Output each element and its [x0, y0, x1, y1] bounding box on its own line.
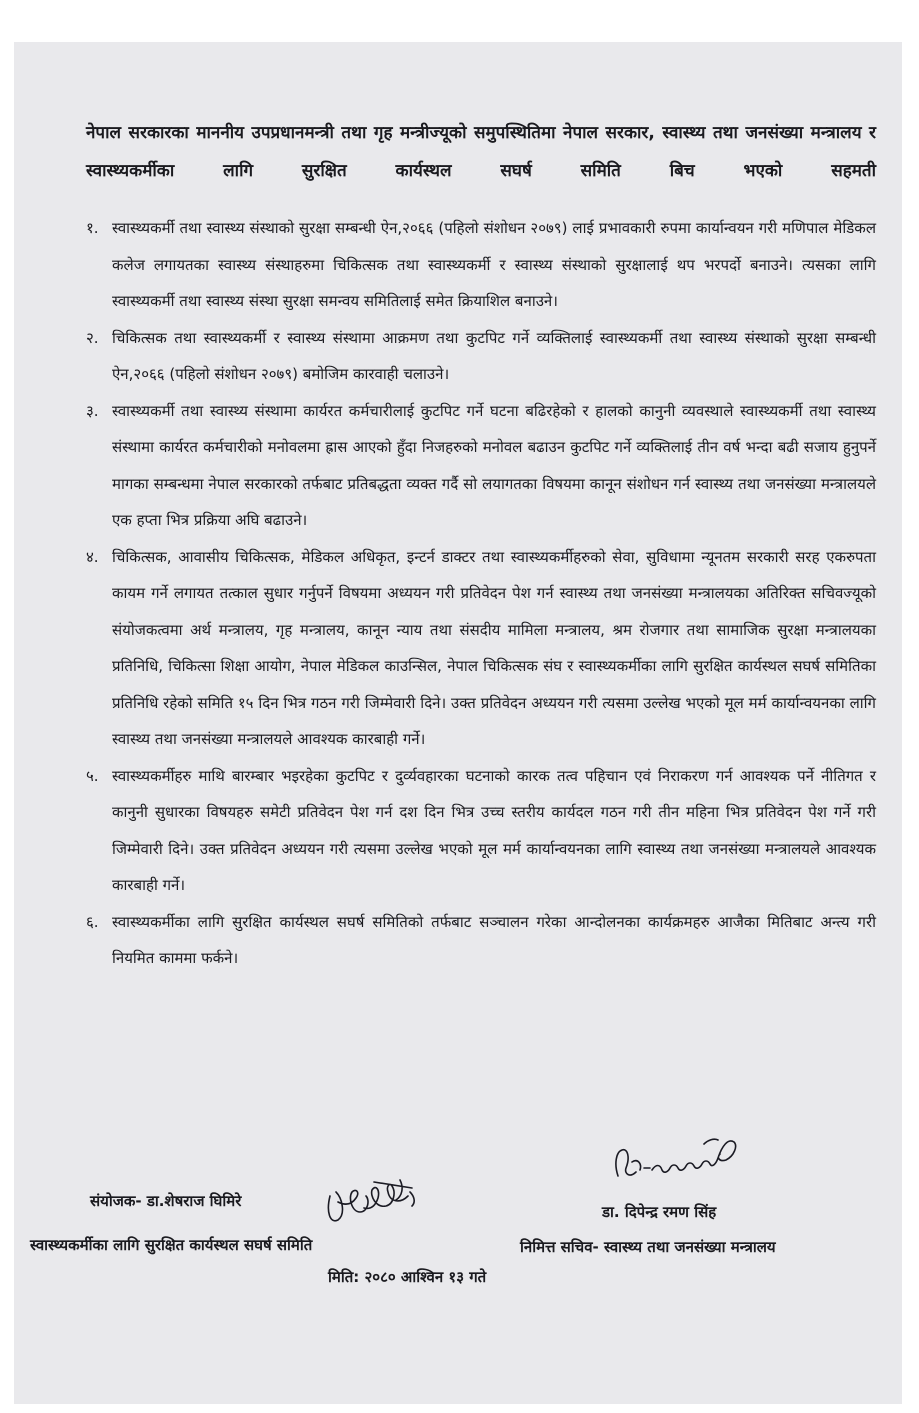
signatory-right-title: निमित्त सचिव- स्वास्थ्य तथा जनसंख्या मन्त्रालय: [520, 1238, 776, 1256]
point-number: ६.: [86, 912, 99, 931]
point-text: स्वास्थ्यकर्मी तथा स्वास्थ्य संस्थाको सुरक्षा सम्बन्धी ऐन,२०६६ (पहिलो संशोधन २०७९) लाई प्रभावकारी रुपमा कार्यान्वयन गरी मणिपाल मेडिकल कलेज लगायतका स्वास्थ्य संस्थाहरुमा चिकित्सक तथा स्वास्थ्यकर्मी र स्वास्थ्य संस्थाको सुरक्षालाई थप भरपर्दो बनाउने। त्यसका लागि स्वास्थ्यकर्मी तथा स्वास्थ्य संस्था सुरक्षा समन्वय समितिलाई समेत क्रियाशिल बनाउने।: [112, 219, 876, 310]
agreement-points-list: [86, 210, 876, 977]
point-number: १.: [86, 219, 99, 237]
point-text: स्वास्थ्यकर्मी तथा स्वास्थ्य संस्थामा कार्यरत कर्मचारीलाई कुटपिट गर्ने घटना बढिरहेको र हालको कानुनी व्यवस्थाले स्वास्थ्यकर्मी तथा स्वास्थ्य संस्थामा कार्यरत कर्मचारीको मनोवलमा ह्रास आएको हुँदा निजहरुको मनोवल बढाउन कुटपिट गर्ने व्यक्तिलाई तीन वर्ष भन्दा बढी सजाय हुनुपर्ने मागका सम्बन्धमा नेपाल सरकारको तर्फबाट प्रतिबद्धता व्यक्त गर्दै सो लयागतका विषयमा कानून संशोधन गर्न स्वास्थ्य तथा जनसंख्या मन्त्रालयले एक हप्ता भित्र प्रक्रिया अघि बढाउने।: [112, 401, 876, 529]
point-text: चिकित्सक, आवासीय चिकित्सक, मेडिकल अधिकृत, इन्टर्न डाक्टर तथा स्वास्थ्यकर्मीहरुको सेवा, सुविधामा न्यूनतम सरकारी सरह एकरुपता कायम गर्ने लगायत तत्काल सुधार गर्नुपर्ने विषयमा अध्ययन गरी प्रतिवेदन पेश गर्न स्वास्थ्य तथा जनसंख्या मन्त्रालयका अतिरिक्त सचिवज्यूको संयोजकत्वमा अर्थ मन्त्रालय, गृह मन्त्रालय, कानून न्याय तथा संसदीय मामिला मन्त्रालय, श्रम रोजगार तथा सामाजिक सुरक्षा मन्त्रालयका प्रतिनिधि, चिकित्सा शिक्षा आयोग, नेपाल मेडिकल काउन्सिल, नेपाल चिकित्सक संघ र स्वास्थ्यकर्मीका लागि सुरक्षित कार्यस्थल सघर्ष समितिका प्रतिनिधि रहेको समिति १५ दिन भित्र गठन गरी जिम्मेवारी दिने। उक्त प्रतिवेदन अध्ययन गरी त्यसमा उल्लेख भएको मूल मर्म कार्यान्वयनका लागि स्वास्थ्य तथा जनसंख्या मन्त्रालयले आवश्यक कारबाही गर्ने।: [112, 547, 876, 748]
agreement-date: मिति: २०८० आश्विन १३ गते: [328, 1268, 487, 1286]
agreement-point-3: [86, 393, 876, 539]
agreement-point-2: [86, 320, 876, 393]
signatory-right-name: डा. दिपेन्द्र रमण सिंह: [602, 1203, 717, 1221]
agreement-point-6: [86, 904, 876, 977]
point-text: स्वास्थ्यकर्मीहरु माथि बारम्बार भइरहेका कुटपिट र दुर्व्यवहारका घटनाको कारक तत्व पहिचान एवं निराकरण गर्न आवश्यक पर्ने नीतिगत र कानुनी सुधारका विषयहरु समेटी प्रतिवेदन पेश गर्न दश दिन भित्र उच्च स्तरीय कार्यदल गठन गरी तीन महिना भित्र प्रतिवेदन पेश गर्ने गरी जिम्मेवारी दिने। उक्त प्रतिवेदन अध्ययन गरी त्यसमा उल्लेख भएको मूल मर्म कार्यान्वयनका लागि स्वास्थ्य तथा जनसंख्या मन्त्रालयले आवश्यक कारबाही गर्ने।: [112, 766, 876, 894]
document-page: [14, 42, 902, 1404]
point-number: २.: [86, 328, 99, 347]
signature-left-image: [316, 1162, 426, 1232]
signatory-left-name: संयोजक- डा.शेषराज घिमिरे: [90, 1192, 242, 1210]
point-number: ४.: [86, 547, 99, 566]
point-text: चिकित्सक तथा स्वास्थ्यकर्मी र स्वास्थ्य संस्थामा आक्रमण तथा कुटपिट गर्ने व्यक्तिलाई स्वास्थ्यकर्मी तथा स्वास्थ्य संस्थाको सुरक्षा सम्बन्धी ऐन,२०६६ (पहिलो संशोधन २०७९) बमोजिम कारवाही चलाउने।: [112, 328, 876, 383]
point-text: स्वास्थ्यकर्मीका लागि सुरक्षित कार्यस्थल सघर्ष समितिको तर्फबाट सञ्चालन गरेका आन्दोलनका कार्यक्रमहरु आजैका मितिबाट अन्त्य गरी नियमित काममा फर्कने।: [112, 912, 876, 967]
agreement-point-4: [86, 539, 876, 758]
agreement-point-1: [86, 210, 876, 320]
point-number: ३.: [86, 401, 99, 420]
signatory-left-organization: स्वास्थ्यकर्मीका लागि सुरक्षित कार्यस्थल सघर्ष समिति: [30, 1236, 313, 1254]
signature-right-image: [608, 1124, 748, 1194]
agreement-point-5: [86, 758, 876, 904]
point-number: ५.: [86, 766, 99, 785]
agreement-heading: नेपाल सरकारका माननीय उपप्रधानमन्त्री तथा गृह मन्त्रीज्यूको समुपस्थितिमा नेपाल सरकार, स्वास्थ्य तथा जनसंख्या मन्त्रालय र स्वास्थ्यकर्मीका लागि सुरक्षित कार्यस्थल सघर्ष समिति बिच भएको सहमती: [86, 123, 876, 181]
